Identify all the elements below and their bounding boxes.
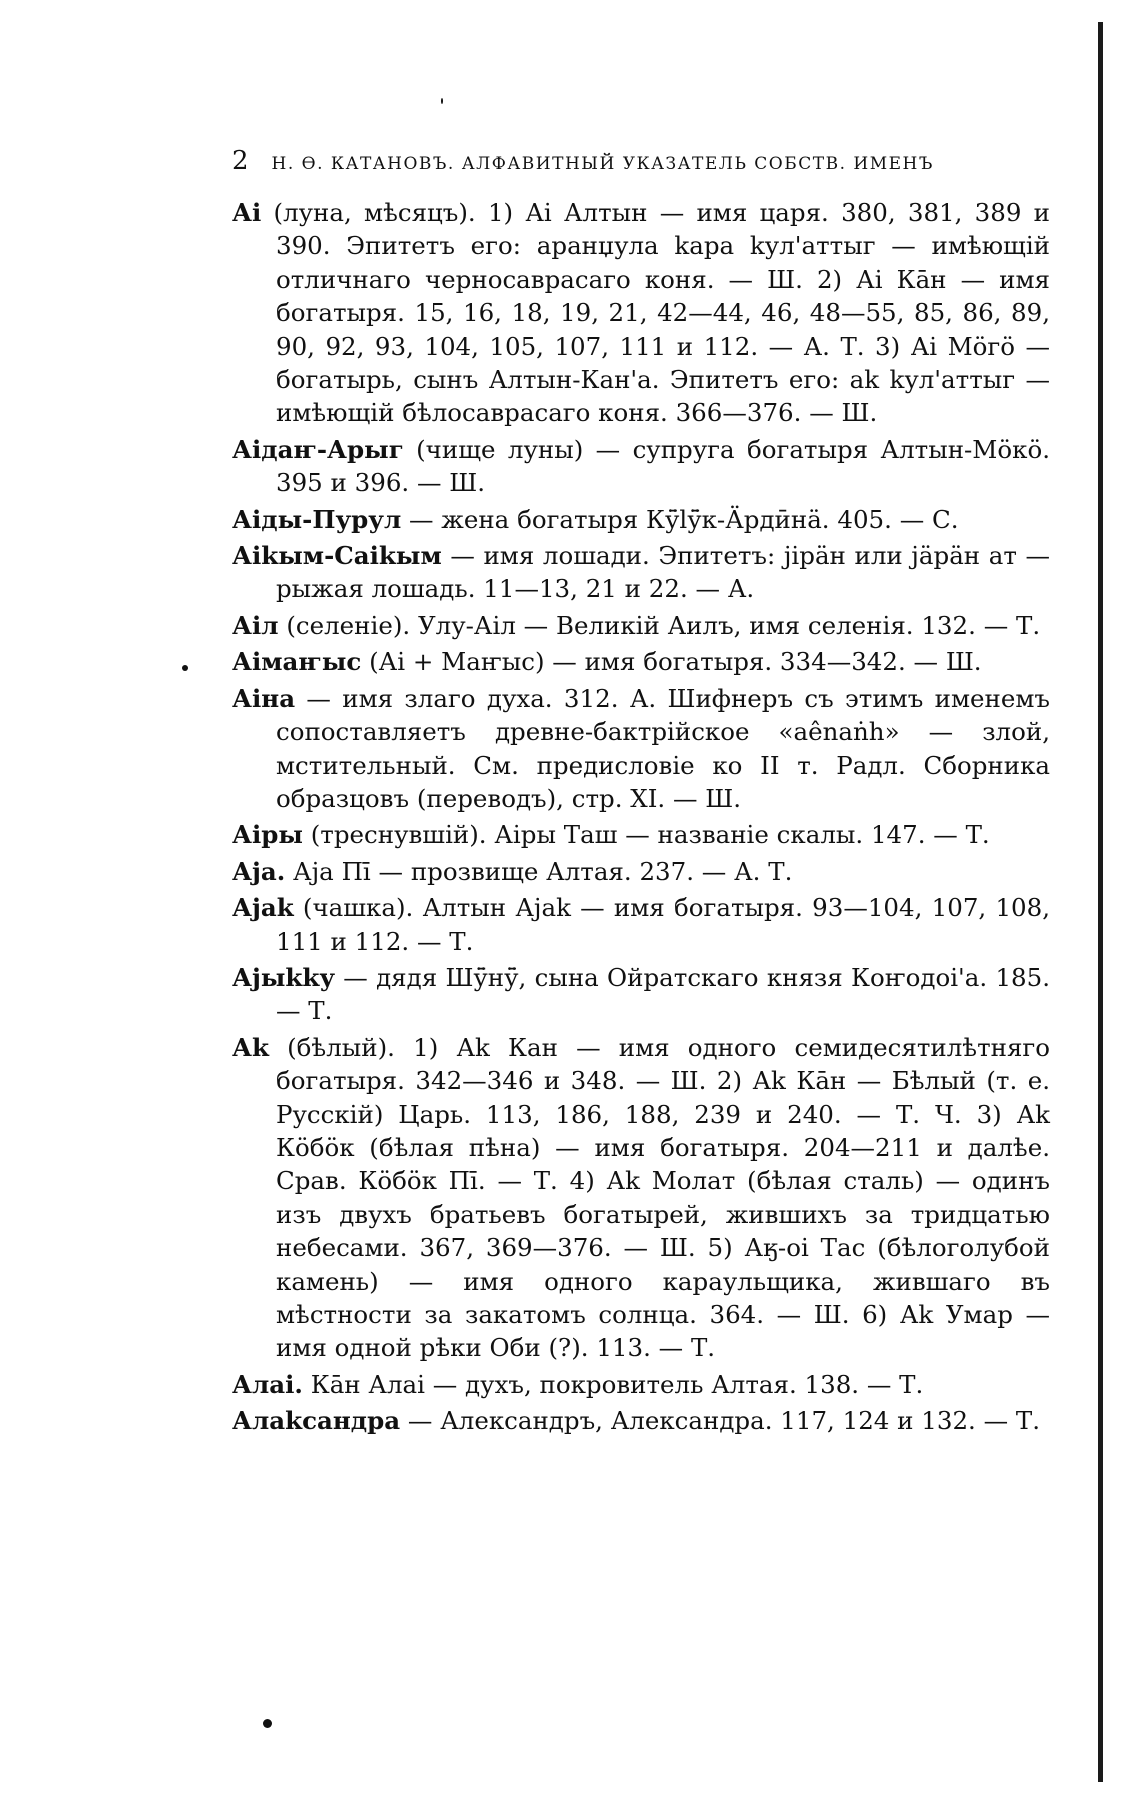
ink-speck — [182, 665, 188, 671]
index-entry — [232, 539, 1050, 606]
entry-text: Кāн Алаі — духъ, покровитель Алтая. 138. — Т. — [302, 1369, 924, 1399]
entry-headword: Аk — [232, 1032, 269, 1062]
entry-text: (чашка). Алтын Ајаk — имя богатыря. 93—104, 107, 108, 111 и 112. — Т. — [276, 893, 1050, 956]
index-entry — [232, 433, 1050, 500]
entry-text: (бѣлый). 1) Аk Кан — имя одного семидесятилѣтняго богатыря. 342—346 и 348. — Ш. 2) Аk Кāн — Бѣлый (т. е. Русскій) Царь. 113, 186, 188, 239 и 240. — Т. Ч. 3) Аk Кӧбӧк (бѣлая пѣна) — имя богатыря. 204—211 и далѣе. Срав. Кӧбӧк Пī. — Т. 4) Аk Молат (бѣлая сталь) — одинъ изъ двухъ братьевъ богатырей, жившихъ за тридцатью небесами. 367, 369—376. — Ш. 5) Аӄ-оі Тас (бѣлоголубой камень) — имя одного караульщика, жившаго въ мѣстности за закатомъ солнца. 364. — Ш. 6) Аk Умар — имя одной рѣки Оби (?). 113. — Т. — [268, 1032, 1050, 1363]
index-entry — [232, 503, 1050, 536]
ink-speck — [441, 98, 443, 104]
index-entry — [232, 1368, 1050, 1401]
ink-speck — [263, 1719, 272, 1728]
entry-text: — имя злаго духа. 312. А. Шифнеръ съ этимъ именемъ сопоставляетъ древне-бактрійское «аênaṅh» — злой, мстительный. См. предисловіе ко II т. Радл. Сборника образцовъ (переводъ), стр. XI. — Ш. — [276, 683, 1050, 813]
entry-text: — жена богатыря Кӱ̄lӱ̄к-Ӓрдӣнӓ. 405. — С. — [401, 504, 959, 534]
entry-text: (Аі + Маҥыс) — имя богатыря. 334—342. — Ш. — [361, 647, 982, 677]
entry-text: (чище луны) — супруга богатыря Алтын-Мӧкӧ. 395 и 396. — Ш. — [276, 434, 1050, 498]
index-entries — [232, 196, 1050, 1441]
index-entry — [232, 1031, 1050, 1365]
entry-headword: Аі — [232, 198, 262, 227]
entry-headword: Аја. — [232, 856, 286, 886]
entry-headword: Аідаҥ-Арыг — [232, 434, 404, 464]
entry-text: (луна, мѣсяцъ). 1) Аі Алтын — имя царя. 380, 381, 389 и 390. Эпитетъ его: аранџула kара kул'аттыг — имѣющій отличнаго черносаврасаго коня. — Ш. 2) Аі Кāн — имя богатыря. 15, 16, 18, 19, 21, 42—44, 46, 48—55, 85, 86, 89, 90, 92, 93, 104, 105, 107, 111 и 112. — А. Т. 3) Аі Мӧгӧ — богатырь, сынъ Алтын-Кан'а. Эпитетъ его: аk kул'аттыг — имѣющій бѣлосаврасаго коня. 366—376. — Ш. — [261, 198, 1050, 428]
index-entry — [232, 682, 1050, 816]
entry-headword: Аіна — [232, 683, 296, 713]
entry-text: (треснувшій). Аіры Таш — названіе скалы. 147. — Т. — [302, 820, 990, 850]
page-edge-line — [1098, 22, 1103, 1782]
entry-text: — имя лошади. Эпитетъ: јірӓн или јӓрӓн ат — рыжая лошадь. 11—13, 21 и 22. — А. — [276, 541, 1050, 604]
entry-headword: Алаkсандра — [232, 1406, 401, 1436]
entry-text: — дядя Шӱ̄нӱ̄, сына Ойратскаго князя Коҥодоі'а. 185. — Т. — [276, 962, 1050, 1026]
entry-headword: Ајыkkу — [232, 962, 336, 992]
entry-headword: Аіkым-Саіkым — [232, 541, 442, 571]
page-header — [232, 146, 1012, 176]
index-entry — [232, 818, 1050, 851]
entry-headword: Аіл — [232, 610, 279, 640]
index-entry — [232, 196, 1050, 430]
index-entry — [232, 855, 1050, 888]
entry-headword: Ајаk — [232, 893, 294, 923]
index-entry — [232, 609, 1050, 642]
index-entry — [232, 645, 1050, 678]
entry-headword: Аіды-Пурул — [232, 504, 402, 534]
entry-headword: Алаі. — [232, 1369, 303, 1399]
page-number: 2 — [232, 146, 250, 176]
entry-headword: Аімаҥыс — [232, 647, 362, 677]
entry-text: (селеніе). Улу-Аіл — Великій Аилъ, имя селенія. 132. — Т. — [278, 610, 1041, 640]
index-entry — [232, 1404, 1050, 1437]
entry-headword: Аіры — [232, 820, 303, 850]
entry-text: Аја Пī — прозвище Алтая. 237. — А. Т. — [285, 856, 793, 886]
entry-text: — Александръ, Александра. 117, 124 и 132. — Т. — [400, 1406, 1041, 1436]
index-entry — [232, 891, 1050, 958]
running-title: Н. Ѳ. КАТАНОВЪ. АЛФАВИТНЫЙ УКАЗАТЕЛЬ СОБСТВ. ИМЕНЪ — [271, 154, 934, 174]
index-entry — [232, 961, 1050, 1028]
